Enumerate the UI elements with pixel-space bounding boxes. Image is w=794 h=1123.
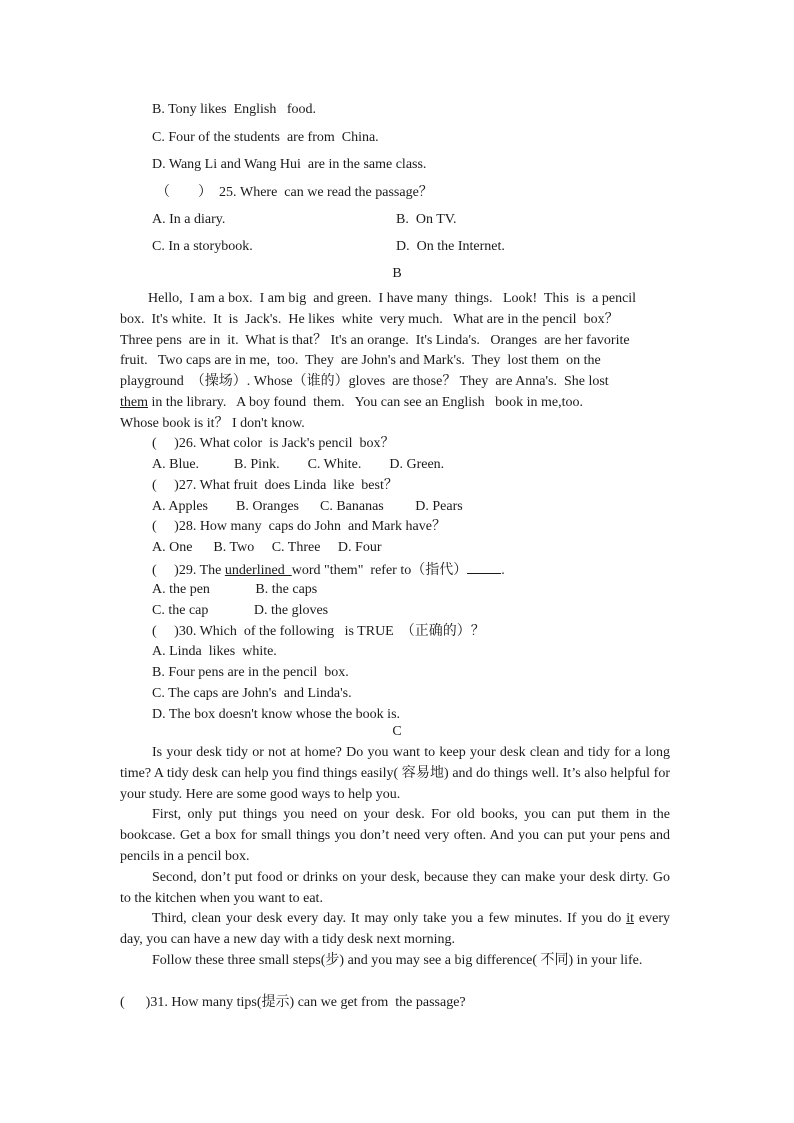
section-c-paragraph-1: Is your desk tidy or not at home? Do you want to keep your desk clean and tidy for a long time? A tidy desk can help you find things easily( 容易地) and do things well. It’s also helpful for your study. Here are some good ways to help you. <box>120 745 670 802</box>
q30-option-c: C. The caps are John's and Linda's. <box>152 686 352 701</box>
section-b-passage-line-3: Three pens are in it. What is that？ It's an orange. It's Linda's. Oranges are her favorite <box>120 333 630 348</box>
section-b-passage-line-1: Hello, I am a box. I am big and green. I have many things. Look! This is a pencil <box>148 291 637 306</box>
section-c-paragraph-3: Second, don’t put food or drinks on your desk, because they can make your desk dirty. Go to the kitchen when you want to eat. <box>120 870 670 906</box>
passage-line-6-rest: in the library. A boy found them. You can see an English book in me,too. <box>148 395 583 410</box>
section-c-heading: C <box>392 724 402 739</box>
answer-blank <box>467 559 501 574</box>
section-b-passage-line-5: playground （操场）. Whose（谁的）gloves are those？ They are Anna's. She lost <box>120 374 609 389</box>
section-b-passage-line-4: fruit. Two caps are in me, too. They are John's and Mark's. They lost them on the <box>120 353 601 368</box>
q30-option-d: D. The box doesn't know whose the book is. <box>152 707 401 722</box>
q24-option-d: D. Wang Li and Wang Hui are in the same class. <box>152 157 427 172</box>
q25-stem: （ ） 25. Where can we read the passage？ <box>156 185 433 200</box>
section-b-heading: B <box>392 266 402 281</box>
q24-option-c: C. Four of the students are from China. <box>152 130 379 145</box>
q29-prefix: ( )29. The <box>152 563 225 578</box>
section-c-paragraph-4 <box>120 909 670 951</box>
q26-stem: ( )26. What color is Jack's pencil box？ <box>152 436 395 451</box>
q28-options: A. One B. Two C. Three D. Four <box>152 540 382 555</box>
q29-options-row-1: A. the pen B. the caps <box>152 582 318 597</box>
q26-options: A. Blue. B. Pink. C. White. D. Green. <box>152 457 445 472</box>
q25-option-a: A. In a diary. <box>152 212 226 227</box>
q29-options-row-2: C. the cap D. the gloves <box>152 603 329 618</box>
section-c-paragraph-2: First, only put things you need on your desk. For old books, you can put them in the bookcase. Get a box for small things you don’t need very often. And you can put your pens and pencils in a pencil box. <box>120 807 670 864</box>
q29-period: . <box>501 563 505 578</box>
q25-option-c: C. In a storybook. <box>152 239 253 254</box>
q30-option-a: A. Linda likes white. <box>152 644 277 659</box>
q31-stem: ( )31. How many tips(提示) can we get from the passage? <box>120 995 466 1010</box>
q28-stem: ( )28. How many caps do John and Mark have？ <box>152 519 446 534</box>
section-b-passage-line-7: Whose book is it？ I don't know. <box>120 416 305 431</box>
q29-stem <box>152 559 505 581</box>
section-b-passage-line-2: box. It's white. It is Jack's. He likes white very much. What are in the pencil box？ <box>120 312 619 327</box>
q29-suffix: word "them" refer to（指代） <box>291 563 468 578</box>
underlined-word-underlined: underlined <box>224 563 292 578</box>
section-c-paragraph-5: Follow these three small steps(步) and you may see a big difference( 不同) in your life. <box>152 953 643 968</box>
paragraph-4-prefix: Third, clean your desk every day. It may only take you a few minutes. If you do <box>152 911 627 926</box>
paragraph-4-suffix: every day, you can have a new day with a tidy desk next morning. <box>120 911 670 947</box>
section-b-passage-line-6 <box>120 393 583 413</box>
q30-option-b: B. Four pens are in the pencil box. <box>152 665 349 680</box>
q25-option-b: B. On TV. <box>396 212 457 227</box>
underlined-word-them: them <box>120 395 148 410</box>
q25-option-d: D. On the Internet. <box>396 239 505 254</box>
q27-stem: ( )27. What fruit does Linda like best？ <box>152 478 398 493</box>
q24-option-b: B. Tony likes English food. <box>152 102 317 117</box>
underlined-word-it: it <box>626 911 634 926</box>
q30-stem: ( )30. Which of the following is TRUE （正确的）？ <box>152 624 485 639</box>
q27-options: A. Apples B. Oranges C. Bananas D. Pears <box>152 499 463 514</box>
